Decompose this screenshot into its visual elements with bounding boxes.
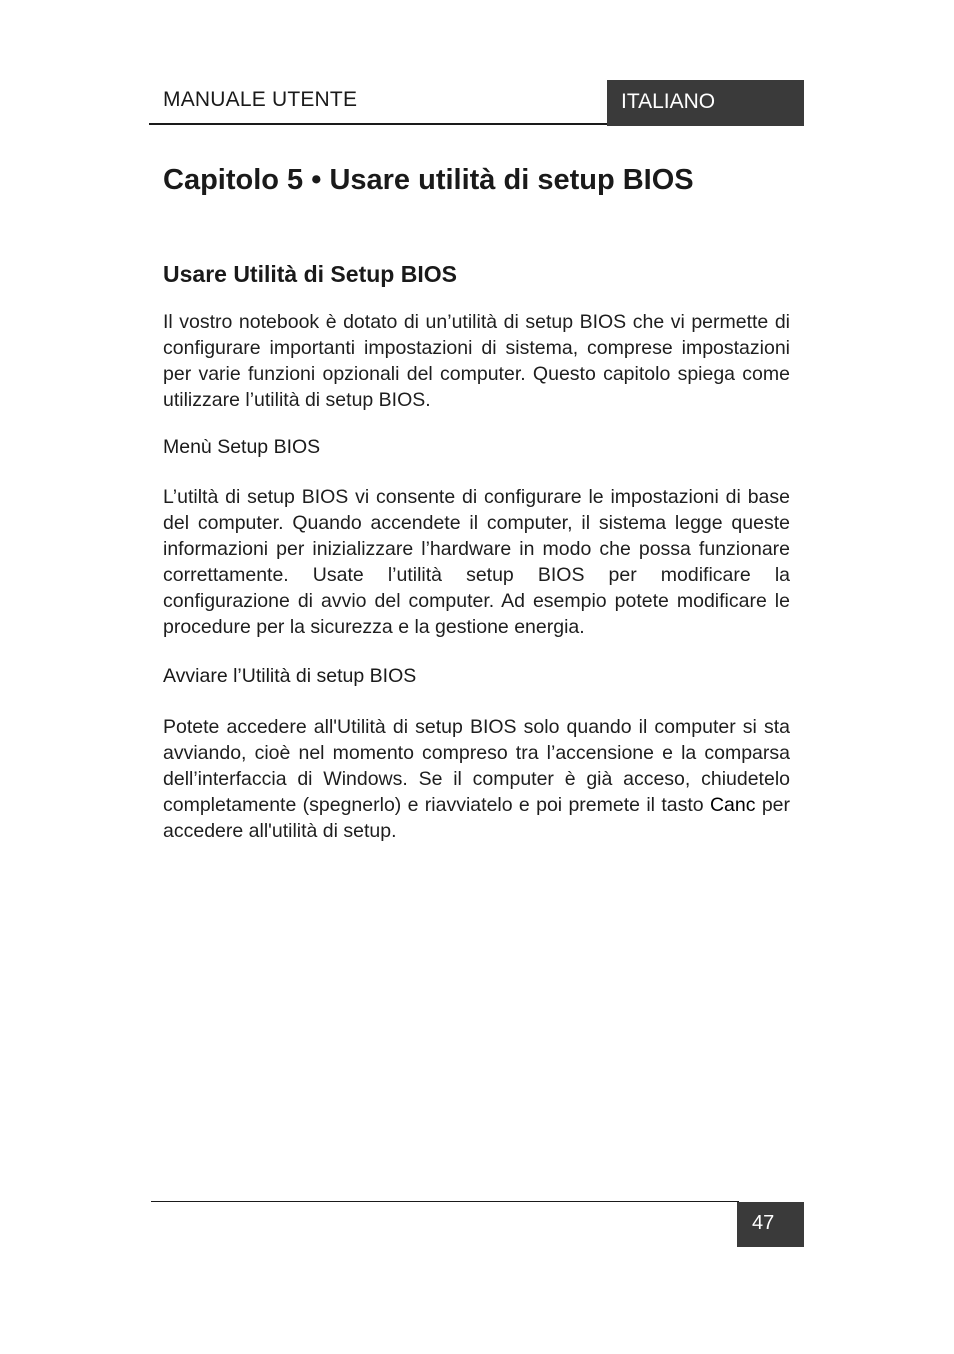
- page-number: 47: [737, 1202, 804, 1247]
- manual-label: MANUALE UTENTE: [163, 88, 358, 111]
- header-rule: [149, 123, 609, 125]
- language-badge: ITALIANO: [607, 80, 804, 126]
- bios-menu-paragraph: L’utiltà di setup BIOS vi consente di configurare le impostazioni di base del computer. Quando accendete il computer, il sistema legge queste informazioni per inizializzare l’hardware in modo che possa funzionare correttamente. Usate l’utilità setup BIOS per modificare la configurazione di avvio del computer. Ad esempio potete modificare le procedure per la sicurezza e la gestione energia.: [163, 486, 790, 638]
- subheading-start-bios: Avviare l’Utilità di setup BIOS: [163, 665, 417, 687]
- start-bios-text-before: Potete accedere all'Utilità di setup BIOS solo quando il computer si sta avviando, cioè nel momento compreso tra l’accensione e la comparsa dell’interfaccia di Windows. Se il computer è già acceso, chiudetelo completamente (spegnerlo) e riavviatelo e poi premete il tasto: [163, 716, 790, 816]
- canc-key-name: Canc: [709, 794, 756, 816]
- chapter-title: Capitolo 5 • Usare utilità di setup BIOS: [163, 164, 694, 196]
- subheading-bios-menu: Menù Setup BIOS: [163, 436, 321, 458]
- section-title: Usare Utilità di Setup BIOS: [163, 261, 457, 287]
- intro-paragraph: Il vostro notebook è dotato di un’utilità di setup BIOS che vi permette di configurare importanti impostazioni di sistema, comprese impostazioni per varie funzioni opzionali del computer. Questo capitolo spiega come utilizzare l’utilità di setup BIOS.: [163, 311, 790, 411]
- start-bios-paragraph: [163, 714, 790, 844]
- footer-rule: [151, 1201, 739, 1202]
- start-bios-text-after: per accedere all'utilità di setup.: [163, 794, 791, 842]
